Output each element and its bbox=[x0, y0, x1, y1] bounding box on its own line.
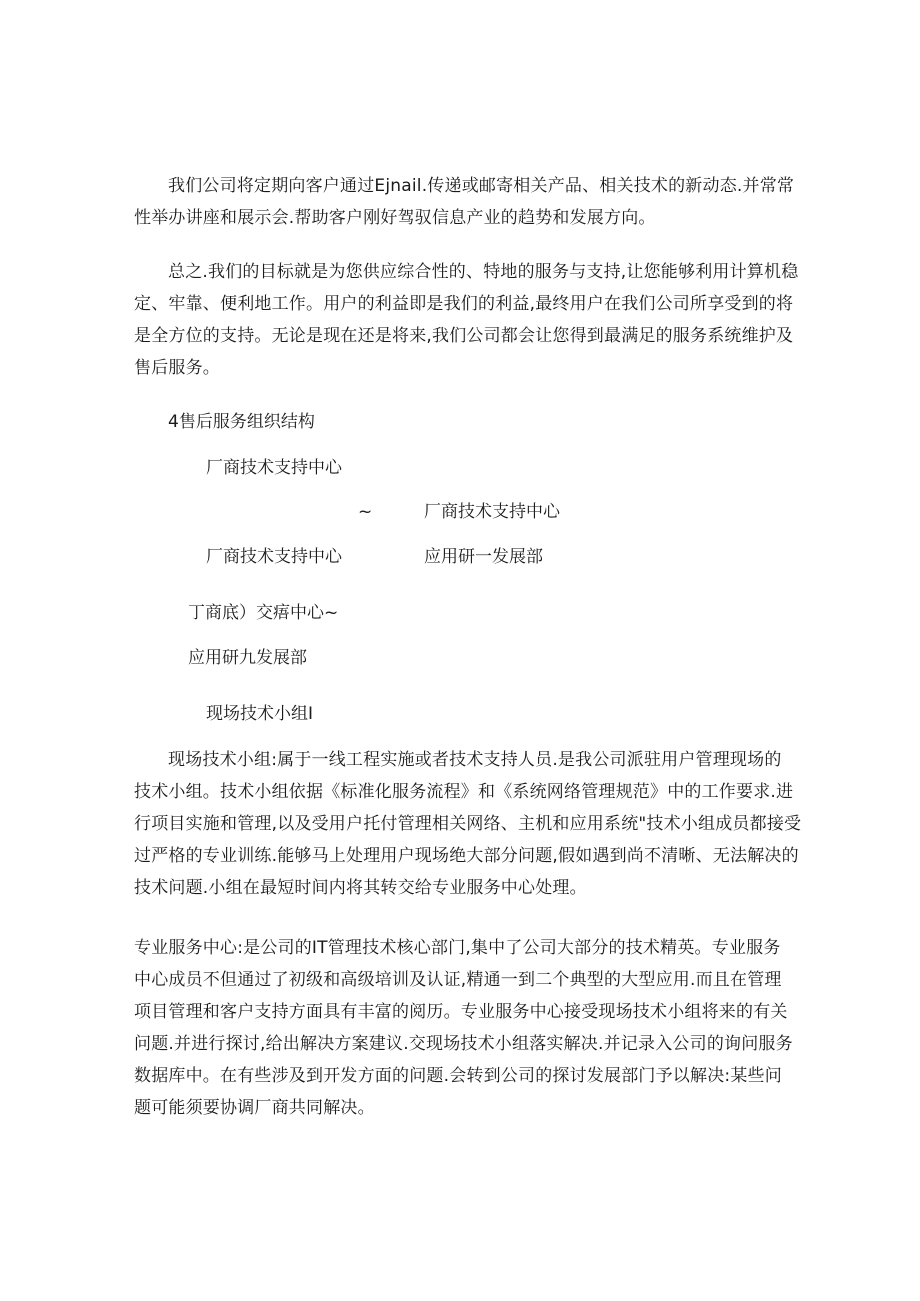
org-node-vendor-support-1: 厂商技术支持中心 bbox=[206, 458, 342, 478]
paragraph-line: 行项目实施和管理,以及受用户托付管理相关网络、主机和应用系统"技术小组成员都接受 bbox=[134, 814, 802, 834]
paragraph-line: 专业服务中心:是公司的IT管理技术核心部门,集中了公司大部分的技术精英。专业服务 bbox=[134, 938, 781, 958]
paragraph-service-center bbox=[134, 932, 794, 1124]
paragraph-line: 过严格的专业训练.能够马上处理用户现场绝大部分问题,假如遇到尚不清晰、无法解决的 bbox=[134, 846, 799, 866]
paragraph-field-team bbox=[134, 744, 802, 904]
paragraph-newsletter bbox=[134, 170, 794, 234]
org-chart-heading: 4售后服务组织结构 bbox=[168, 412, 315, 432]
paragraph-line: 问题.并进行探讨,给出解决方案建议.交现场技术小组落实解决.并记录入公司的询问服务 bbox=[134, 1034, 793, 1054]
paragraph-line: 总之.我们的目标就是为您供应综合性的、特地的服务与支持,让您能够利用计算机稳 bbox=[168, 262, 799, 282]
paragraph-line: 是全方位的支持。无论是现在还是将来,我们公司都会让您得到最满足的服务系统维护及 bbox=[134, 326, 794, 346]
paragraph-line: 我们公司将定期向客户通过Ejnail.传递或邮寄相关产品、相关技术的新动态.并常常 bbox=[168, 176, 795, 196]
org-node-app-rd-dept-2: 应用研九发展部 bbox=[188, 648, 307, 668]
org-node-app-rd-dept-1: 应用研一发展部 bbox=[424, 547, 543, 567]
org-node-field-tech-team: 现场技术小组I bbox=[206, 704, 314, 724]
paragraph-summary bbox=[134, 256, 799, 384]
paragraph-line: 技术小组。技术小组依据《标准化服务流程》和《系统网络管理规范》中的工作要求.进 bbox=[134, 782, 794, 802]
paragraph-line: 题可能须要协调厂商共同解决。 bbox=[134, 1098, 375, 1118]
org-node-vendor-support-2: 厂商技术支持中心 bbox=[424, 502, 560, 522]
paragraph-line: 项目管理和客户支持方面具有丰富的阅历。专业服务中心接受现场技术小组将来的有关 bbox=[134, 1002, 788, 1022]
paragraph-line: 售后服务。 bbox=[134, 358, 220, 378]
paragraph-line: 数据库中。在有些涉及到开发方面的问题.会转到公司的探讨发展部门予以解决:某些问 bbox=[134, 1066, 782, 1086]
org-connector-tilde: ~ bbox=[358, 502, 373, 522]
paragraph-line: 现场技术小组:属于一线工程实施或者技术支持人员.是我公司派驻用户管理现场的 bbox=[168, 750, 782, 770]
org-node-vendor-support-3: 厂商技术支持中心 bbox=[206, 547, 342, 567]
paragraph-line: 定、牢靠、便利地工作。用户的利益即是我们的利益,最终用户在我们公司所享受到的将 bbox=[134, 294, 794, 314]
org-node-exchange-center: 丁商底）交痦中心~ bbox=[188, 603, 339, 623]
paragraph-line: 中心成员不但通过了初级和高级培训及认证,精通一到二个典型的大型应用.而且在管理 bbox=[134, 970, 782, 990]
paragraph-line: 性举办讲座和展示会.帮助客户刚好驾驭信息产业的趋势和发展方向。 bbox=[134, 208, 656, 228]
paragraph-line: 技术问题.小组在最短时间内将其转交给专业服务中心处理。 bbox=[134, 878, 587, 898]
